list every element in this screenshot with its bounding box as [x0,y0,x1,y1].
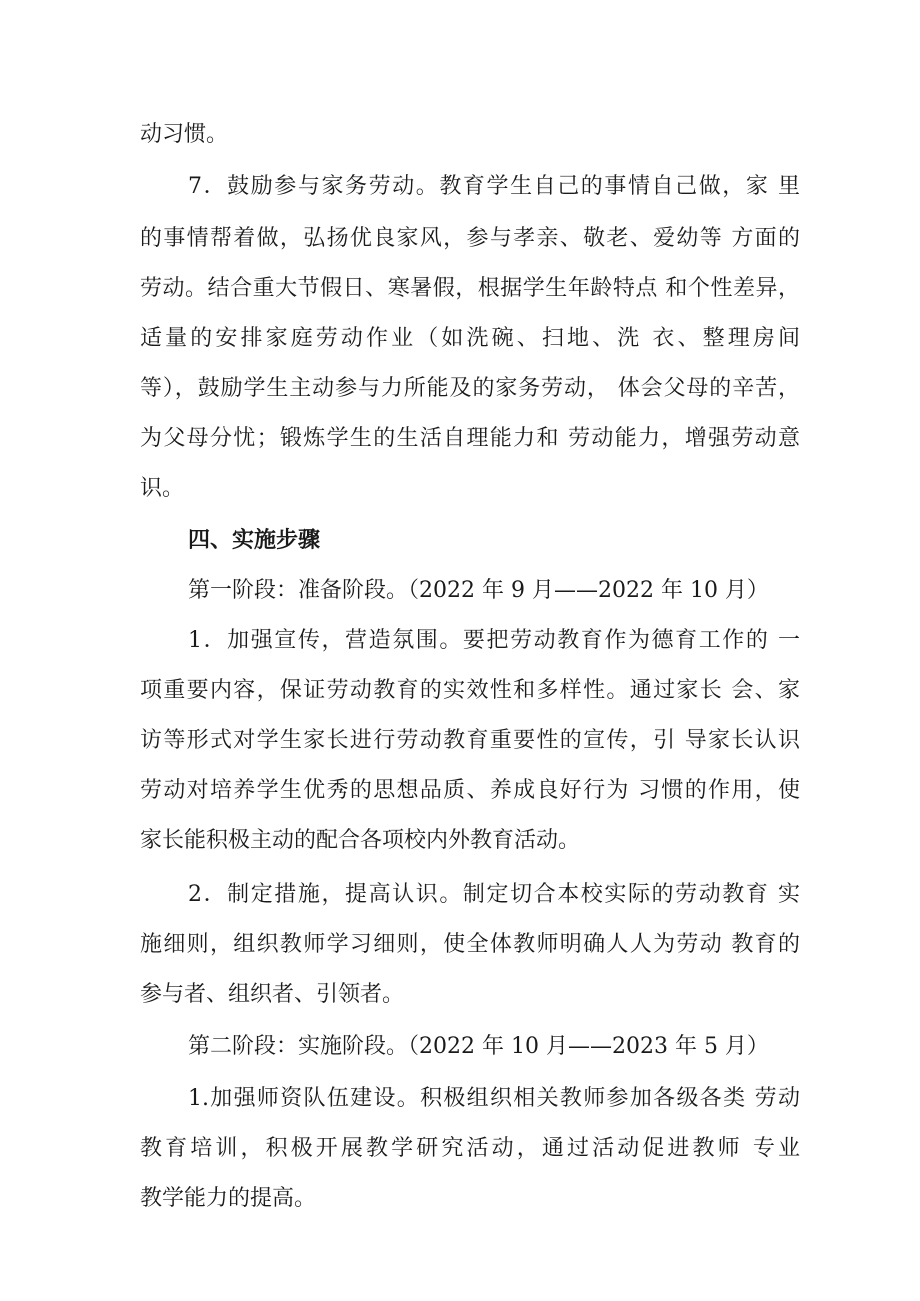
paragraph-line: 7．鼓励参与家务劳动。教育学生自己的事情自己做，家 里 [188,174,800,199]
section-heading: 四、实施步骤 [188,528,321,553]
paragraph-line: 施细则，组织教师学习细则，使全体教师明确人人为劳动 教育的 [140,932,800,957]
paragraph-line: 1.加强师资队伍建设。积极组织相关教师参加各级各类 劳动 [188,1086,800,1111]
phase-title: 第一阶段：准备阶段。（2022 年 9 月——2022 年 10 月） [188,578,769,603]
paragraph-line: 1．加强宣传，营造氛围。要把劳动教育作为德育工作的 一 [188,628,800,653]
paragraph-line: 劳动对培养学生优秀的思想品质、养成良好行为 习惯的作用，使 [140,778,800,803]
paragraph-line: 教学能力的提高。 [140,1186,317,1211]
paragraph-line: 参与者、组织者、引领者。 [140,982,405,1007]
paragraph-line: 劳动。结合重大节假日、寒暑假，根据学生年龄特点 和个性差异， [140,276,800,301]
paragraph-line: 2．制定措施，提高认识。制定切合本校实际的劳动教育 实 [188,882,800,907]
paragraph-line: 为父母分忧；锻炼学生的生活自理能力和 劳动能力，增强劳动意 [140,426,800,451]
paragraph-line: 动习惯。 [140,122,229,147]
paragraph-line: 识。 [140,476,185,501]
paragraph-line: 等），鼓励学生主动参与力所能及的家务劳动， 体会父母的辛苦， [140,376,800,401]
paragraph-line: 项重要内容，保证劳动教育的实效性和多样性。通过家长 会、家 [140,678,800,703]
paragraph-line: 教育培训，积极开展教学研究活动，通过活动促进教师 专业 [140,1136,800,1161]
paragraph-line: 访等形式对学生家长进行劳动教育重要性的宣传，引 导家长认识 [140,728,800,753]
paragraph-line: 家长能积极主动的配合各项校内外教育活动。 [140,828,581,853]
paragraph-line: 适量的安排家庭劳动作业（如洗碗、扫地、洗 衣、整理房间 [140,326,800,351]
phase-title: 第二阶段：实施阶段。（2022 年 10 月——2023 年 5 月） [188,1034,769,1059]
paragraph-line: 的事情帮着做，弘扬优良家风，参与孝亲、敬老、爱幼等 方面的 [140,226,800,251]
